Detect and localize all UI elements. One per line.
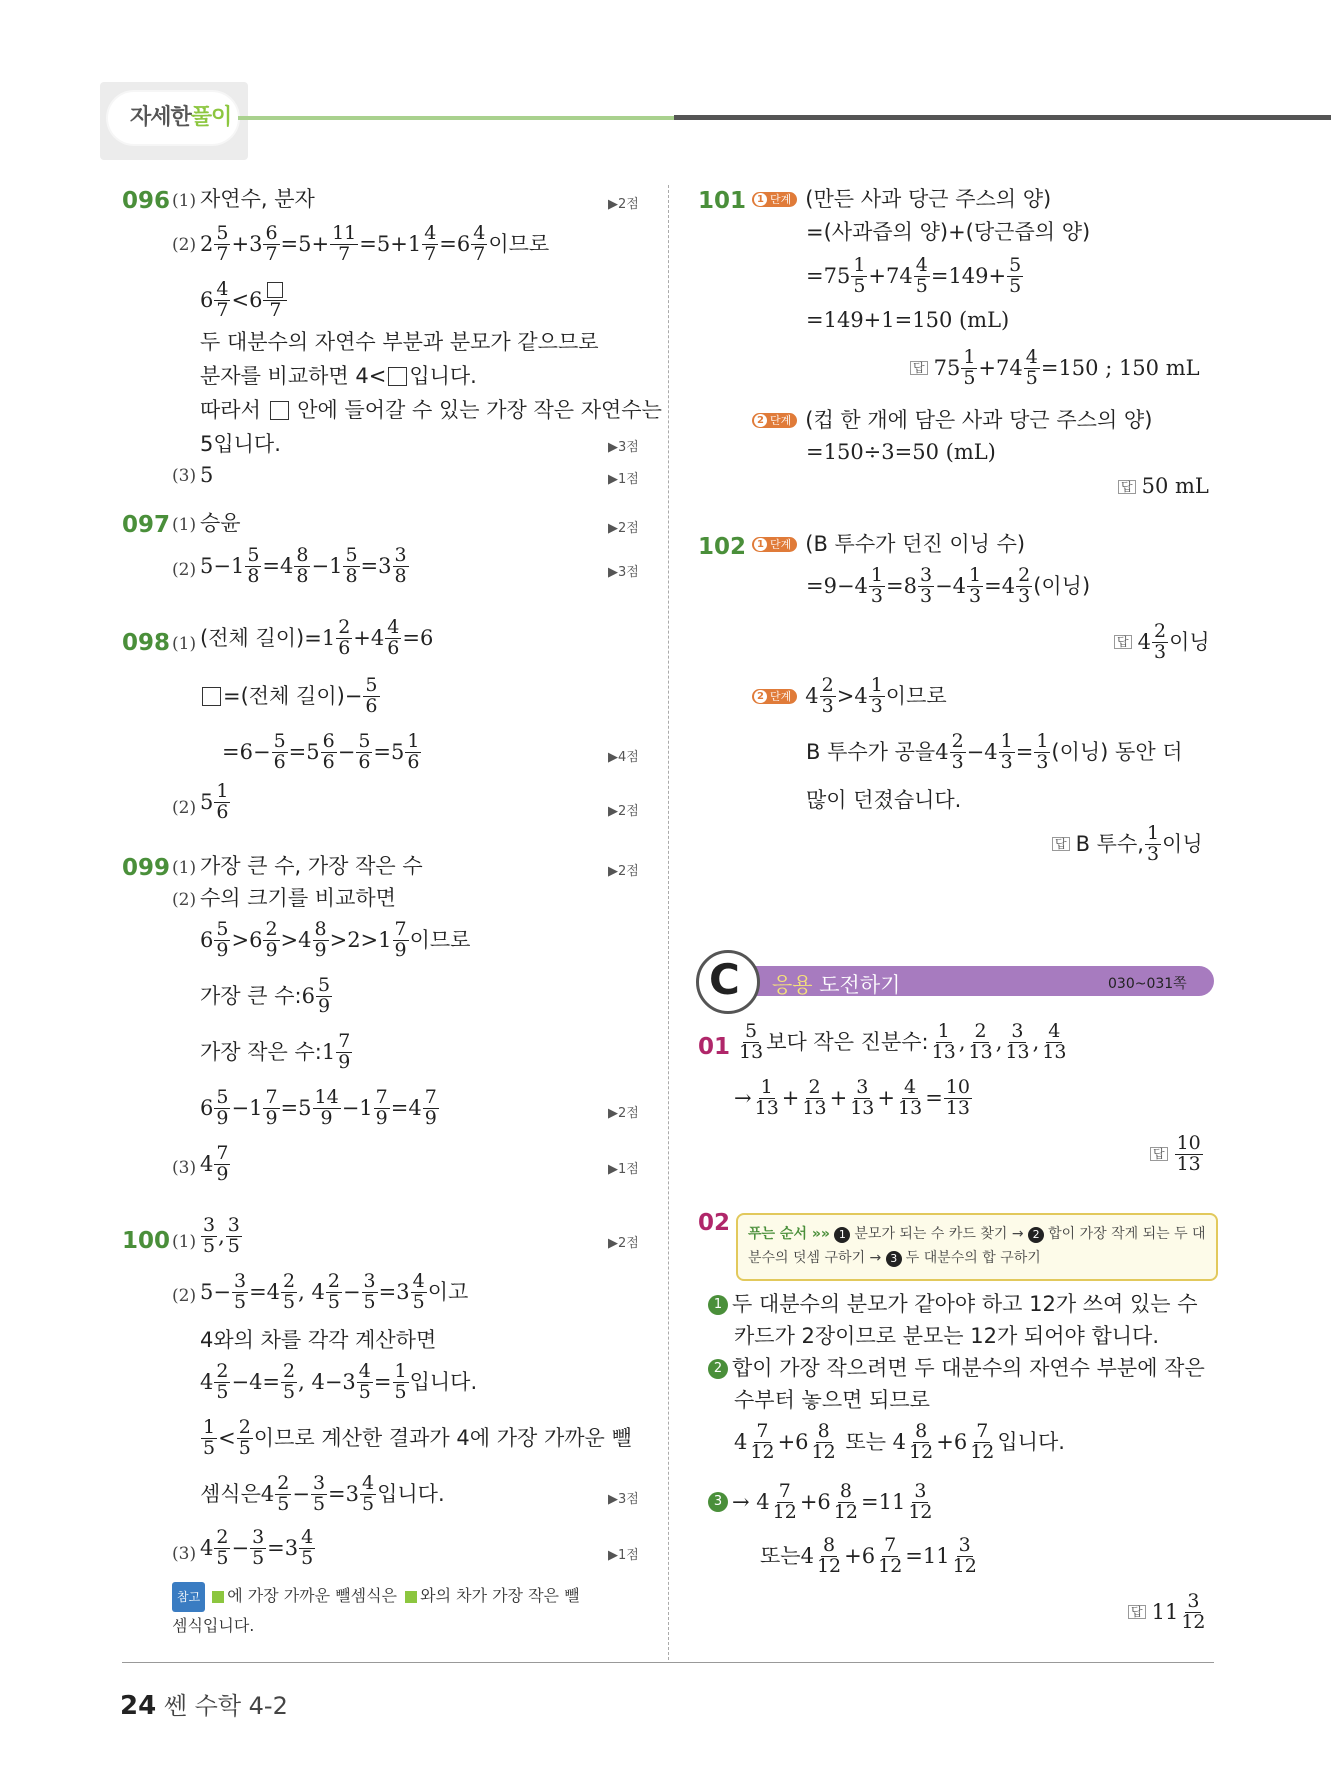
equation: 셈식은 4 2 5 − 3 5 =3 4 5 입니다. (200, 1472, 445, 1515)
step-badge: 1 단계 (752, 192, 797, 207)
question-number: 099 (122, 855, 171, 881)
step-badge: 2 단계 (752, 689, 797, 704)
points: ▶2점 (608, 521, 639, 536)
step-badge: 1 단계 (752, 537, 797, 552)
text-line: 1 두 대분수의 분모가 같아야 하고 12가 쓰여 있는 수 (708, 1294, 1198, 1315)
equation: 4 2 5 −4= 2 5 , 4−3 4 5 = 1 5 입니다. (200, 1360, 478, 1403)
text-line: 수의 크기를 비교하면 (200, 886, 396, 910)
subpart-label: (1) (172, 634, 197, 654)
question-number: 098 (122, 630, 171, 656)
text-line: 수부터 놓으면 되므로 (734, 1388, 930, 1412)
points: ▶2점 (608, 864, 639, 879)
answer-line: 답 50 mL (1118, 476, 1209, 497)
answer-text: 5 (200, 463, 214, 487)
points: ▶3점 (608, 1492, 639, 1507)
subpart-label: (1) (172, 1232, 197, 1252)
subpart-label: (3) (172, 466, 197, 486)
points: ▶1점 (608, 1162, 639, 1177)
equation: 5 1 6 (200, 780, 229, 823)
section-pages: 030~031쪽 (1108, 976, 1187, 992)
answer-line: 답 B 투수, 1 3 이닝 (1052, 824, 1203, 865)
equation: 4 2 5 − 3 5 =3 4 5 (200, 1526, 314, 1569)
header-rule-green (238, 116, 674, 120)
step-line: 2 단계 (컵 한 개에 담은 사과 당근 주스의 양) (752, 410, 1152, 431)
question-number: 102 (698, 534, 747, 560)
text-line: =(사과즙의 양)+(당근즙의 양) (806, 220, 1091, 244)
question-number: 101 (698, 188, 747, 214)
subpart-label: (3) (172, 1158, 197, 1178)
answer-text: 승윤 (200, 511, 241, 535)
subpart-label: (1) (172, 191, 197, 211)
text-line: =150÷3=50 (mL) (806, 440, 996, 464)
equation: (전체 길이)= 1 $\frac{2}{6}$ +4 4 6 =6 (200, 616, 434, 659)
equation: 5 13 보다 작은 진분수: 1 13 , 2 13 , 3 13 , 4 13 (739, 1020, 1067, 1063)
equation: 1 5 < 2 5 이므로 계산한 결과가 4에 가장 가까운 뺄 (203, 1416, 632, 1459)
subpart-label: (2) (172, 798, 197, 818)
points: ▶2점 (608, 197, 639, 212)
header-title: 자세한풀이 (130, 105, 232, 130)
step-line: 1 단계 (만든 사과 당근 주스의 양) (752, 189, 1051, 210)
points: ▶2점 (608, 804, 639, 819)
equation: =75 1 5 +74 4 5 =149+ 5 5 (806, 254, 1022, 297)
question-number: 01 (698, 1034, 731, 1060)
equation: 3 → 4 7 12 +6 8 12 =11 3 12 (708, 1482, 936, 1523)
footer: 24 쎈 수학 4-2 (120, 1691, 288, 1721)
equation: 가장 작은 수: 1 7 9 (200, 1030, 351, 1073)
equation: 6 4 7 <6 7 (200, 280, 288, 321)
equation: 4 7 12 +6 8 12 또는 4 8 12 +6 7 12 입니다. (734, 1420, 1065, 1463)
subpart-label: (2) (172, 890, 197, 910)
answer-line: 답 11 3 12 (1128, 1592, 1209, 1633)
points: ▶1점 (608, 1548, 639, 1563)
equation: 5−1 5 8 =4 8 8 −1 5 8 =3 3 8 (200, 544, 407, 587)
step-line: 2 단계 4 2 3 >4 1 3 이므로 (752, 676, 947, 717)
subpart-label: (1) (172, 515, 197, 535)
text-line: 두 대분수의 자연수 부분과 분모가 같으므로 (200, 330, 599, 354)
points: ▶1점 (608, 472, 639, 487)
equation: 2 5 7 +3 6 7 =5+ 11 7 =5+1 4 7 =6 4 7 이므로 (200, 222, 550, 265)
subpart-label: (2) (172, 235, 197, 255)
subpart-label: (2) (172, 1286, 197, 1306)
section-letter-badge: C (696, 950, 760, 1014)
question-number: 096 (122, 188, 171, 214)
equation: → 1 13 + 2 13 + 3 13 + 4 13 = 10 13 (734, 1076, 970, 1119)
subpart-label: (2) (172, 560, 197, 580)
question-number: 100 (122, 1228, 171, 1254)
text-line: 분자를 비교하면 4< 입니다. (200, 364, 477, 388)
points: ▶2점 (608, 1236, 639, 1251)
equation: =9−4 1 3 =8 3 3 −4 1 3 =4 2 3 (이닝) (806, 564, 1091, 607)
subpart-label: (3) (172, 1544, 197, 1564)
column-divider (668, 185, 669, 1660)
equation: 5− 3 5 =4 2 5 , 4 2 5 − 3 5 =3 4 5 이고 (200, 1270, 469, 1313)
subpart-label: (1) (172, 858, 197, 878)
section-title: 응용 도전하기 (772, 973, 901, 997)
answer-line: 답 75 1 5 +74 $\frac{4}{5}$ =150 ; 150 mL (910, 348, 1200, 389)
text-line: =149+1=150 (mL) (806, 308, 1010, 332)
hint-text: 푸는 순서 »» 1 분모가 되는 수 카드 찾기 → 2 합이 가장 작게 되는 두 대분수의 덧셈 구하기 → 3 두 대분수의 합 구하기 (748, 1226, 1206, 1266)
points: ▶4점 (608, 750, 639, 765)
footer-rule (122, 1662, 1214, 1663)
step-badge: 2 단계 (752, 413, 797, 428)
answer-line: 답 10 13 (1150, 1134, 1204, 1175)
text-line: 카드가 2장이므로 분모는 12가 되어야 합니다. (734, 1324, 1159, 1348)
points: ▶3점 (608, 440, 639, 455)
equation: B 투수가 공을 4 2 3 −4 1 3 = 1 3 (이닝) 동안 더 (806, 730, 1183, 773)
equation: 가장 큰 수: 6 5 9 (200, 974, 331, 1017)
equation: =6− 5 6 =5 6 6 − 5 6 =5 1 6 (222, 730, 420, 773)
points: ▶2점 (608, 1106, 639, 1121)
equation: 4 7 9 (200, 1142, 229, 1185)
question-number: 02 (698, 1210, 731, 1236)
reference-note: 참고 에 가장 가까운 뺄셈식은 와의 차가 가장 작은 뺄 셈식입니다. (172, 1582, 580, 1640)
equation: 3 5 , 3 5 (203, 1214, 240, 1257)
answer-line: 답 4 2 3 이닝 (1114, 622, 1210, 663)
text-line: 5입니다. (200, 432, 281, 456)
text-line: 4와의 차를 각각 계산하면 (200, 1328, 437, 1352)
question-number: 097 (122, 512, 171, 538)
equation: 6 5 9 −1 7 9 =5 14 9 −1 7 9 =4 7 9 (200, 1086, 437, 1129)
header-rule-dark (674, 115, 1331, 120)
answer-text: 가장 큰 수, 가장 작은 수 (200, 854, 423, 878)
text-line: 많이 던졌습니다. (806, 788, 962, 812)
text-line: 2 합이 가장 작으려면 두 대분수의 자연수 부분에 작은 (708, 1358, 1205, 1379)
equation: =(전체 길이)− $\frac{5}{6}$ (200, 676, 381, 717)
equation: 6 5 9 >6 2 9 >4 8 9 >2>1 7 9 이므로 (200, 918, 471, 961)
text-line: 따라서 안에 들어갈 수 있는 가장 작은 자연수는 (200, 398, 662, 422)
points: ▶3점 (608, 565, 639, 580)
equation: 또는 4 8 12 +6 7 12 =11 3 12 (760, 1534, 977, 1577)
step-line: 1 단계 (B 투수가 던진 이닝 수) (752, 534, 1025, 555)
answer-text: 자연수, 분자 (200, 187, 315, 211)
